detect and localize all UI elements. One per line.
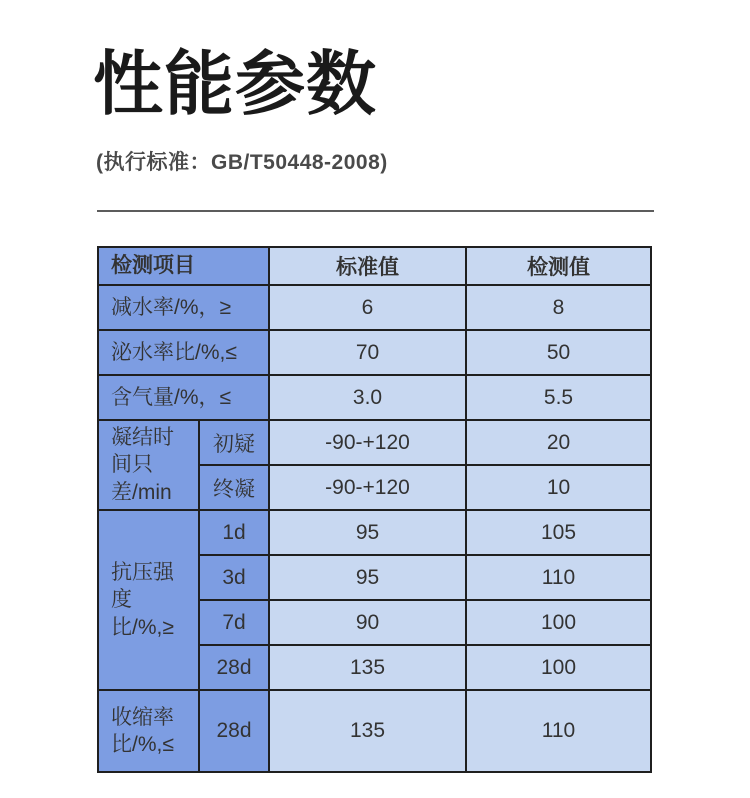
detected-value-cell: 20 <box>466 420 651 465</box>
standard-value-cell: 95 <box>269 510 466 555</box>
table-row <box>98 420 651 465</box>
parameters-table <box>97 246 652 773</box>
detected-value-cell: 100 <box>466 645 651 690</box>
col-header-detected: 检测值 <box>466 247 651 285</box>
detected-value-cell: 105 <box>466 510 651 555</box>
standard-value-cell: 6 <box>269 285 466 330</box>
row-label-cell: 泌水率比/%,≤ <box>98 330 269 375</box>
row-group-label-cell: 抗压强度比/%,≥ <box>98 510 199 690</box>
sub-label-cell: 终凝 <box>199 465 269 510</box>
sub-label-cell: 1d <box>199 510 269 555</box>
detected-value-cell: 50 <box>466 330 651 375</box>
standard-value-cell: 90 <box>269 600 466 645</box>
divider-line <box>97 210 654 212</box>
standard-value-cell: -90-+120 <box>269 420 466 465</box>
table-header-row <box>98 247 651 285</box>
standard-value-cell: -90-+120 <box>269 465 466 510</box>
table-row <box>98 375 651 420</box>
row-label-cell: 减水率/%，≥ <box>98 285 269 330</box>
table-row <box>98 330 651 375</box>
row-label-cell: 含气量/%，≤ <box>98 375 269 420</box>
standard-reference: (执行标准：GB/T50448-2008) <box>96 151 388 174</box>
standard-value-cell: 70 <box>269 330 466 375</box>
table-row <box>98 690 651 772</box>
detected-value-cell: 10 <box>466 465 651 510</box>
detected-value-cell: 8 <box>466 285 651 330</box>
table-row <box>98 285 651 330</box>
col-header-standard: 标准值 <box>269 247 466 285</box>
table-row <box>98 510 651 555</box>
sub-label-cell: 3d <box>199 555 269 600</box>
detected-value-cell: 5.5 <box>466 375 651 420</box>
standard-value-cell: 3.0 <box>269 375 466 420</box>
col-header-item: 检测项目 <box>98 247 269 285</box>
detected-value-cell: 110 <box>466 690 651 772</box>
standard-value-cell: 135 <box>269 645 466 690</box>
sub-label-cell: 初疑 <box>199 420 269 465</box>
sub-label-cell: 28d <box>199 690 269 772</box>
standard-value-cell: 135 <box>269 690 466 772</box>
sub-label-cell: 28d <box>199 645 269 690</box>
page-title: 性能参数 <box>93 45 377 123</box>
sub-label-cell: 7d <box>199 600 269 645</box>
detected-value-cell: 110 <box>466 555 651 600</box>
row-group-label-cell: 凝结时间只差/min <box>98 420 199 510</box>
standard-value-cell: 95 <box>269 555 466 600</box>
detected-value-cell: 100 <box>466 600 651 645</box>
row-group-label-cell: 收缩率比/%,≤ <box>98 690 199 772</box>
